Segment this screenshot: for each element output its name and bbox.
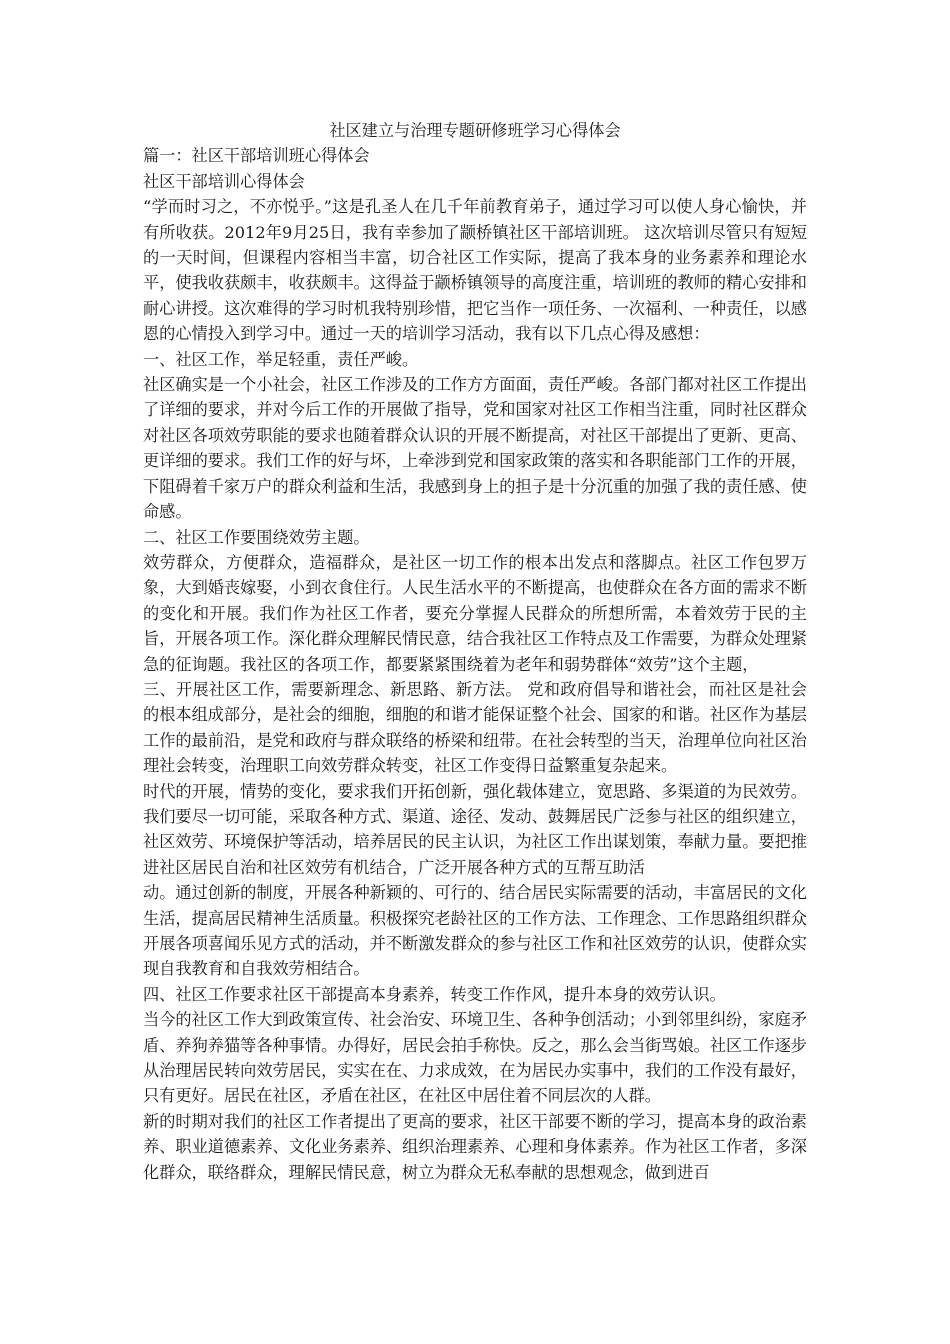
part-heading: 篇一：社区干部培训班心得体会 [143, 146, 370, 166]
paragraph-section-2: 效劳群众，方便群众，造福群众，是社区一切工作的根本出发点和落脚点。社区工作包罗万象，大到婚丧嫁娶，小到衣食住行。人民生活水平的不断提高，也使群众在各方面的需求不断的变化和开展。我们作为社区工作者，要充分掌握人民群众的所想所需，本着效劳于民的主旨，开展各项工作。深化群众理解民情民意，结合我社区工作特点及工作需要，为群众处理紧急的征询题。我社区的各项工作，都要紧紧围绕着为老年和弱势群体“效劳”这个主题， [143, 552, 807, 674]
paragraph-section-3: 三、开展社区工作，需要新理念、新思路、新方法。 党和政府倡导和谐社会，而社区是社会的根本组成部分，是社会的细胞，细胞的和谐才能保证整个社会、国家的和谐。社区作为基层工作的最前沿，是党和政府与群众联络的桥梁和纽带。在社会转型的当天，治理单位向社区治理社会转变，治理职工向效劳群众转变，社区工作变得日益繁重复杂起来。 [143, 679, 807, 776]
paragraph-section-4b: 新的时期对我们的社区工作者提出了更高的要求，社区干部要不断的学习，提高本身的政治素养、职业道德素养、文化业务素养、组织治理素养、心理和身体素养。作为社区工作者，多深化群众，联络群众，理解民情民意，树立为群众无私奉献的思想观念，做到进百 [143, 1111, 807, 1182]
paragraph-section-1: 社区确实是一个小社会，社区工作涉及的工作方方面面，责任严峻。各部门都对社区工作提出了详细的要求，并对今后工作的开展做了指导，党和国家对社区工作相当注重，同时社区群众对社区各项效劳职能的要求也随着群众认识的开展不断提高，对社区干部提出了更新、更高、更详细的要求。我们工作的好与坏，上牵涉到党和国家政策的落实和各职能部门工作的开展，下阻碍着千家万户的群众利益和生活，我感到身上的担子是十分沉重的加强了我的责任感、使命感。 [143, 375, 807, 522]
paragraph-section-3b: 时代的开展，情势的变化，要求我们开拓创新，强化载体建立，宽思路、多渠道的为民效劳。我们要尽一切可能，采取各种方式、渠道、途径、发动、鼓舞居民广泛参与社区的组织建立，社区效劳、环境保护等活动，培养居民的民主认识，为社区工作出谋划策，奉献力量。要把推进社区居民自治和社区效劳有机结合，广泛开展各种方式的互帮互助活 [143, 781, 807, 877]
paragraph-intro: “学而时习之，不亦悦乎。”这是孔圣人在几千年前教育弟子，通过学习可以使人身心愉快，并有所收获。2012年9月25日，我有幸参加了颛桥镇社区干部培训班。 这次培训尽管只有短短的一天时间，但课程内容相当丰富，切合社区工作实际，提高了我本身的业务素养和理论水平，使我收获颇丰，收获颇丰。这得益于颛桥镇领导的高度注重，培训班的教师的精心安排和耐心讲授。这次难得的学习时机我特别珍惜，把它当作一项任务、一次福利、一种责任，以感恩的心情投入到学习中。通过一天的培训学习活动，我有以下几点心得及感想： [143, 197, 807, 344]
paragraph-section-4: 当今的社区工作大到政策宣传、社会治安、环境卫生、各种争创活动；小到邻里纠纷，家庭矛盾、养狗养猫等各种事情。办得好，居民会拍手称快。反之，那么会当街骂娘。社区工作逐步从治理居民转向效劳居民，实实在在、力求成效，在为居民办实事中，我们的工作没有最好，只有更好。居民在社区，矛盾在社区，在社区中居住着不同层次的人群。 [143, 1010, 807, 1106]
paragraph-section-3c: 动。通过创新的制度，开展各种新颖的、可行的、结合居民实际需要的活动，丰富居民的文化生活，提高居民精神生活质量。积极探究老龄社区的工作方法、工作理念、工作思路组织群众开展各项喜闻乐见方式的活动，并不断激发群众的参与社区工作和社区效劳的认识，使群众实现自我教育和自我效劳相结合。 [143, 883, 807, 979]
document-body [143, 118, 807, 1185]
document-title: 社区建立与治理专题研修班学习心得体会 [329, 121, 621, 140]
sub-heading: 社区干部培训心得体会 [143, 171, 305, 191]
section-heading-1: 一、社区工作，举足轻重，责任严峻。 [143, 349, 419, 369]
section-heading-2: 二、社区工作要围绕效劳主题。 [143, 527, 370, 547]
section-heading-4: 四、社区工作要求社区干部提高本身素养，转变工作作风，提升本身的效劳认识。 [143, 984, 726, 1004]
